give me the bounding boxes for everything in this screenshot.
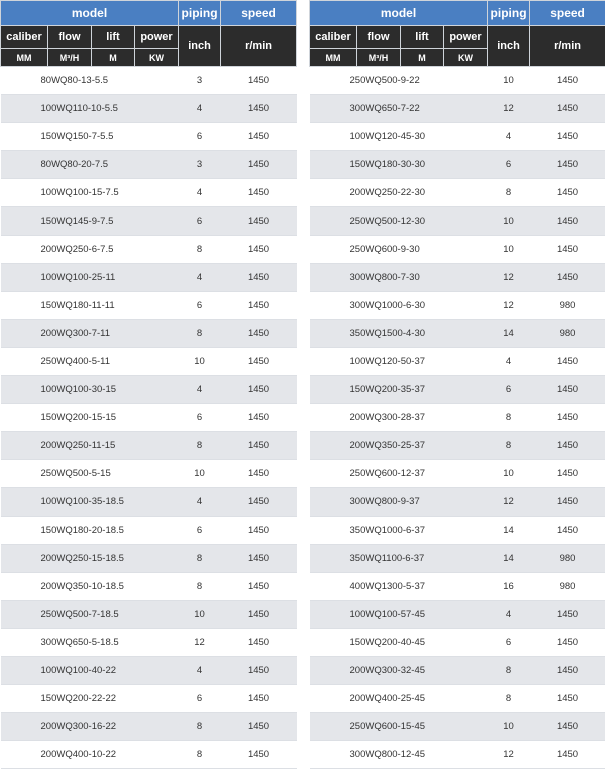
piping-cell: 8	[179, 319, 221, 347]
header-caliber: caliber	[310, 26, 357, 49]
model-cell: 300WQ650-7-22	[310, 95, 488, 123]
piping-cell: 6	[488, 151, 530, 179]
header-piping: piping	[179, 1, 221, 26]
unit-m: M	[401, 49, 444, 67]
model-cell: 100WQ100-30-15	[1, 376, 179, 404]
piping-cell: 6	[179, 404, 221, 432]
speed-cell: 1450	[221, 319, 297, 347]
model-cell: 200WQ300-7-11	[1, 319, 179, 347]
speed-cell: 1450	[221, 404, 297, 432]
table-row	[310, 95, 605, 123]
piping-cell: 4	[179, 656, 221, 684]
speed-cell: 1450	[221, 263, 297, 291]
header-power: power	[444, 26, 488, 49]
piping-cell: 8	[179, 572, 221, 600]
table-row	[1, 95, 297, 123]
piping-cell: 8	[179, 713, 221, 741]
piping-cell: 6	[179, 291, 221, 319]
speed-cell: 1450	[221, 685, 297, 713]
piping-cell: 12	[488, 741, 530, 769]
speed-cell: 1450	[530, 432, 605, 460]
model-cell: 80WQ80-13-5.5	[1, 67, 179, 95]
model-cell: 150WQ200-22-22	[1, 685, 179, 713]
piping-cell: 8	[488, 179, 530, 207]
speed-cell: 1450	[221, 291, 297, 319]
table-row	[310, 319, 605, 347]
model-cell: 300WQ650-5-18.5	[1, 628, 179, 656]
model-cell: 80WQ80-20-7.5	[1, 151, 179, 179]
table-row	[310, 656, 605, 684]
piping-cell: 3	[179, 67, 221, 95]
piping-cell: 14	[488, 516, 530, 544]
model-cell: 200WQ250-15-18.5	[1, 544, 179, 572]
speed-cell: 1450	[221, 123, 297, 151]
table-row	[310, 432, 605, 460]
piping-cell: 6	[179, 207, 221, 235]
piping-cell: 8	[488, 404, 530, 432]
speed-cell: 1450	[221, 151, 297, 179]
piping-cell: 14	[488, 544, 530, 572]
table-row	[1, 572, 297, 600]
speed-cell: 1450	[221, 656, 297, 684]
model-cell: 200WQ400-10-22	[1, 741, 179, 769]
model-cell: 200WQ300-32-45	[310, 656, 488, 684]
table-row	[310, 544, 605, 572]
piping-cell: 6	[488, 376, 530, 404]
speed-cell: 1450	[530, 376, 605, 404]
header-inch: inch	[179, 26, 221, 67]
table-row	[1, 179, 297, 207]
model-cell: 100WQ100-25-11	[1, 263, 179, 291]
header-lift: lift	[92, 26, 135, 49]
piping-cell: 14	[488, 319, 530, 347]
piping-cell: 4	[179, 488, 221, 516]
piping-cell: 10	[179, 600, 221, 628]
speed-cell: 1450	[530, 235, 605, 263]
speed-cell: 980	[530, 544, 605, 572]
piping-cell: 10	[488, 67, 530, 95]
speed-cell: 1450	[221, 488, 297, 516]
piping-cell: 8	[488, 685, 530, 713]
speed-cell: 1450	[530, 95, 605, 123]
piping-cell: 10	[488, 713, 530, 741]
speed-cell: 1450	[221, 741, 297, 769]
unit-m3h: M³/H	[357, 49, 401, 67]
speed-cell: 1450	[221, 516, 297, 544]
model-cell: 200WQ250-6-7.5	[1, 235, 179, 263]
left-table-body	[1, 67, 297, 769]
speed-cell: 1450	[221, 207, 297, 235]
model-cell: 250WQ400-5-11	[1, 347, 179, 375]
piping-cell: 6	[179, 123, 221, 151]
piping-cell: 10	[179, 347, 221, 375]
table-row	[1, 432, 297, 460]
speed-cell: 1450	[221, 572, 297, 600]
model-cell: 100WQ120-45-30	[310, 123, 488, 151]
model-cell: 100WQ100-15-7.5	[1, 179, 179, 207]
header-rmin: r/min	[530, 26, 605, 67]
model-cell: 250WQ500-5-15	[1, 460, 179, 488]
header-flow: flow	[357, 26, 401, 49]
model-cell: 400WQ1300-5-37	[310, 572, 488, 600]
speed-cell: 1450	[221, 95, 297, 123]
table-row	[310, 207, 605, 235]
piping-cell: 8	[488, 432, 530, 460]
speed-cell: 1450	[221, 460, 297, 488]
piping-cell: 12	[488, 263, 530, 291]
table-row	[1, 685, 297, 713]
model-cell: 200WQ300-16-22	[1, 713, 179, 741]
header-rmin: r/min	[221, 26, 297, 67]
speed-cell: 1450	[530, 263, 605, 291]
unit-m3h: M³/H	[48, 49, 92, 67]
table-row	[1, 151, 297, 179]
speed-cell: 1450	[530, 347, 605, 375]
model-cell: 200WQ400-25-45	[310, 685, 488, 713]
piping-cell: 4	[179, 179, 221, 207]
table-row	[310, 235, 605, 263]
piping-cell: 10	[488, 460, 530, 488]
speed-cell: 1450	[530, 488, 605, 516]
speed-cell: 1450	[530, 123, 605, 151]
model-cell: 250WQ600-9-30	[310, 235, 488, 263]
table-row	[1, 713, 297, 741]
speed-cell: 1450	[221, 713, 297, 741]
table-row	[310, 179, 605, 207]
piping-cell: 4	[488, 600, 530, 628]
table-row	[1, 628, 297, 656]
model-cell: 100WQ120-50-37	[310, 347, 488, 375]
piping-cell: 12	[488, 95, 530, 123]
speed-cell: 1450	[221, 235, 297, 263]
header-speed: speed	[530, 1, 605, 26]
speed-cell: 1450	[221, 600, 297, 628]
piping-cell: 8	[179, 741, 221, 769]
speed-cell: 1450	[530, 628, 605, 656]
speed-cell: 1450	[530, 179, 605, 207]
model-cell: 350WQ1100-6-37	[310, 544, 488, 572]
model-cell: 250WQ600-12-37	[310, 460, 488, 488]
right-table-body	[310, 67, 605, 769]
model-cell: 250WQ500-7-18.5	[1, 600, 179, 628]
table-row	[1, 600, 297, 628]
header-model: model	[1, 1, 179, 26]
table-row	[310, 347, 605, 375]
model-cell: 250WQ600-15-45	[310, 713, 488, 741]
piping-cell: 12	[488, 488, 530, 516]
table-row	[1, 67, 297, 95]
table-row	[1, 319, 297, 347]
left-table	[0, 0, 297, 769]
model-cell: 200WQ250-22-30	[310, 179, 488, 207]
speed-cell: 1450	[530, 656, 605, 684]
model-cell: 150WQ145-9-7.5	[1, 207, 179, 235]
piping-cell: 10	[488, 207, 530, 235]
speed-cell: 1450	[530, 600, 605, 628]
piping-cell: 6	[179, 685, 221, 713]
piping-cell: 12	[179, 628, 221, 656]
table-row	[1, 516, 297, 544]
speed-cell: 980	[530, 572, 605, 600]
model-cell: 200WQ300-28-37	[310, 404, 488, 432]
table-row	[1, 235, 297, 263]
table-row	[310, 67, 605, 95]
unit-kw: KW	[135, 49, 179, 67]
speed-cell: 1450	[530, 516, 605, 544]
table-row	[1, 488, 297, 516]
left-spec-table	[0, 0, 296, 769]
model-cell: 300WQ800-7-30	[310, 263, 488, 291]
table-row	[310, 685, 605, 713]
table-row	[310, 516, 605, 544]
table-row	[310, 713, 605, 741]
speed-cell: 1450	[530, 713, 605, 741]
speed-cell: 1450	[530, 67, 605, 95]
speed-cell: 1450	[530, 151, 605, 179]
header-speed: speed	[221, 1, 297, 26]
model-cell: 250WQ500-12-30	[310, 207, 488, 235]
table-row	[1, 460, 297, 488]
model-cell: 300WQ1000-6-30	[310, 291, 488, 319]
piping-cell: 8	[179, 432, 221, 460]
header-inch: inch	[488, 26, 530, 67]
header-lift: lift	[401, 26, 444, 49]
unit-mm: MM	[310, 49, 357, 67]
table-row	[310, 628, 605, 656]
piping-cell: 16	[488, 572, 530, 600]
right-table	[309, 0, 605, 769]
model-cell: 350WQ1000-6-37	[310, 516, 488, 544]
speed-cell: 1450	[221, 347, 297, 375]
model-cell: 100WQ110-10-5.5	[1, 95, 179, 123]
table-row	[1, 291, 297, 319]
model-cell: 150WQ180-20-18.5	[1, 516, 179, 544]
model-cell: 150WQ200-35-37	[310, 376, 488, 404]
model-cell: 350WQ1500-4-30	[310, 319, 488, 347]
table-row	[1, 263, 297, 291]
piping-cell: 8	[488, 656, 530, 684]
speed-cell: 1450	[221, 544, 297, 572]
right-spec-table	[309, 0, 605, 769]
speed-cell: 1450	[530, 685, 605, 713]
speed-cell: 1450	[530, 207, 605, 235]
table-row	[310, 572, 605, 600]
piping-cell: 12	[488, 291, 530, 319]
piping-cell: 6	[488, 628, 530, 656]
table-row	[1, 544, 297, 572]
speed-cell: 1450	[530, 741, 605, 769]
table-row	[310, 263, 605, 291]
speed-cell: 1450	[530, 460, 605, 488]
unit-m: M	[92, 49, 135, 67]
piping-cell: 10	[488, 235, 530, 263]
speed-cell: 1450	[221, 628, 297, 656]
model-cell: 150WQ200-40-45	[310, 628, 488, 656]
table-row	[310, 460, 605, 488]
speed-cell: 1450	[221, 432, 297, 460]
model-cell: 200WQ250-11-15	[1, 432, 179, 460]
header-power: power	[135, 26, 179, 49]
piping-cell: 8	[179, 544, 221, 572]
model-cell: 300WQ800-12-45	[310, 741, 488, 769]
model-cell: 300WQ800-9-37	[310, 488, 488, 516]
table-row	[310, 291, 605, 319]
piping-cell: 4	[179, 376, 221, 404]
speed-cell: 1450	[221, 179, 297, 207]
model-cell: 100WQ100-35-18.5	[1, 488, 179, 516]
header-caliber: caliber	[1, 26, 48, 49]
model-cell: 150WQ180-30-30	[310, 151, 488, 179]
piping-cell: 10	[179, 460, 221, 488]
table-row	[310, 600, 605, 628]
piping-cell: 4	[488, 347, 530, 375]
model-cell: 100WQ100-57-45	[310, 600, 488, 628]
piping-cell: 3	[179, 151, 221, 179]
piping-cell: 8	[179, 235, 221, 263]
piping-cell: 4	[179, 263, 221, 291]
table-row	[310, 488, 605, 516]
table-row	[310, 404, 605, 432]
speed-cell: 980	[530, 319, 605, 347]
table-row	[310, 376, 605, 404]
table-row	[1, 656, 297, 684]
table-row	[310, 151, 605, 179]
model-cell: 150WQ150-7-5.5	[1, 123, 179, 151]
header-model: model	[310, 1, 488, 26]
speed-cell: 980	[530, 291, 605, 319]
piping-cell: 4	[488, 123, 530, 151]
table-row	[310, 123, 605, 151]
speed-cell: 1450	[221, 67, 297, 95]
table-row	[1, 347, 297, 375]
unit-mm: MM	[1, 49, 48, 67]
unit-kw: KW	[444, 49, 488, 67]
model-cell: 100WQ100-40-22	[1, 656, 179, 684]
model-cell: 200WQ350-25-37	[310, 432, 488, 460]
table-row	[1, 123, 297, 151]
speed-cell: 1450	[221, 376, 297, 404]
piping-cell: 6	[179, 516, 221, 544]
model-cell: 150WQ200-15-15	[1, 404, 179, 432]
model-cell: 200WQ350-10-18.5	[1, 572, 179, 600]
table-row	[1, 207, 297, 235]
model-cell: 250WQ500-9-22	[310, 67, 488, 95]
piping-cell: 4	[179, 95, 221, 123]
header-flow: flow	[48, 26, 92, 49]
speed-cell: 1450	[530, 404, 605, 432]
table-row	[1, 376, 297, 404]
header-piping: piping	[488, 1, 530, 26]
table-row	[1, 404, 297, 432]
model-cell: 150WQ180-11-11	[1, 291, 179, 319]
